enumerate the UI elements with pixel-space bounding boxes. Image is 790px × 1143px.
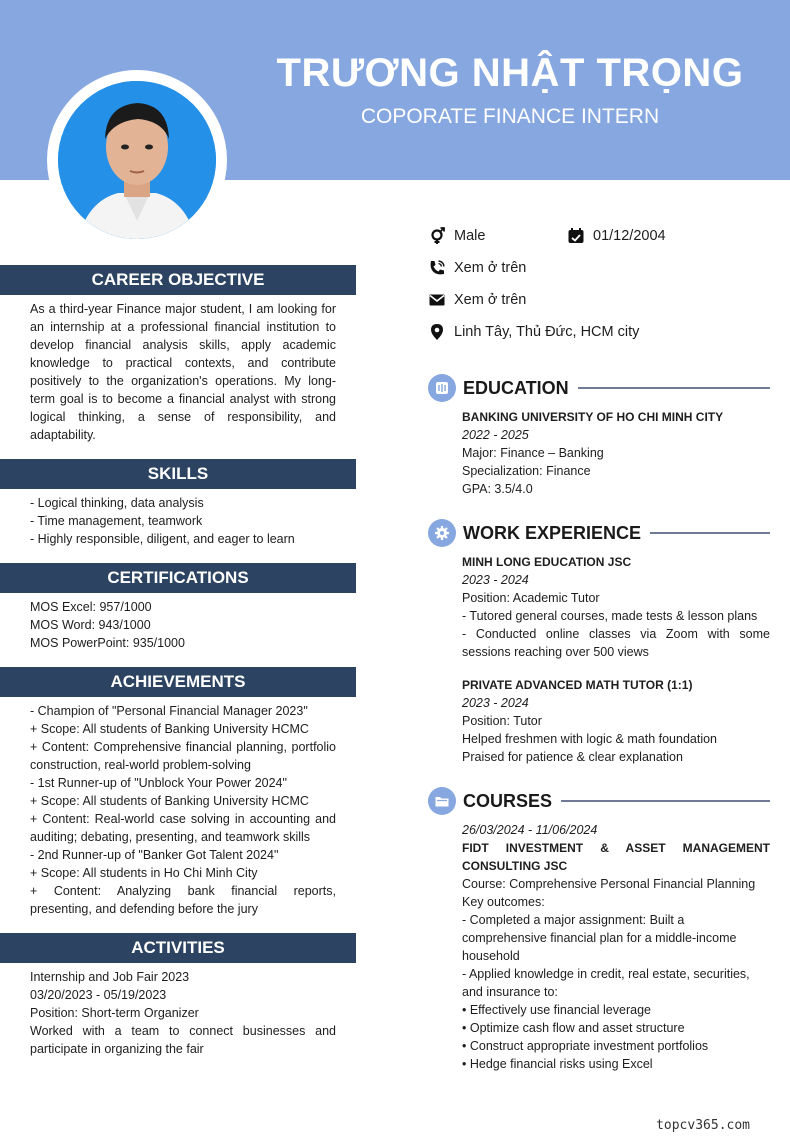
career-objective-heading: CAREER OBJECTIVE: [0, 265, 356, 295]
education-school: BANKING UNIVERSITY OF HO CHI MINH CITY: [462, 410, 724, 424]
job-line: Position: Tutor: [462, 714, 542, 728]
gender-icon: [428, 227, 446, 245]
certification-item: MOS Word: 943/1000: [30, 618, 151, 632]
book-icon: [434, 380, 450, 396]
education-line: GPA: 3.5/4.0: [462, 482, 533, 496]
activity-line: 03/20/2023 - 05/19/2023: [30, 988, 167, 1002]
courses-rule: [561, 800, 770, 802]
activities-heading: ACTIVITIES: [0, 933, 356, 963]
career-objective-text: As a third-year Finance major student, I am looking for an internship at a professional financial institution to develop financial analysis skills, apply academic knowledge to practical contexts, and contribute positively to the organization's operations. My long-term goal is to become a financial analyst with strong logical thinking, a sense of responsibility, and adaptability.: [30, 302, 336, 442]
education-line: Specialization: Finance: [462, 464, 591, 478]
activities-list: [30, 968, 336, 1058]
skill-item: - Highly responsible, diligent, and eager to learn: [30, 532, 295, 546]
course-line: Key outcomes:: [462, 895, 545, 909]
work-experience-heading-row: [428, 518, 770, 548]
calendar-icon: [567, 227, 585, 245]
skill-item: - Time management, teamwork: [30, 514, 203, 528]
achievements-heading: ACHIEVEMENTS: [0, 667, 356, 697]
achievement-line: + Content: Real-world case solving in accounting and auditing; debating, presenting, and teamwork skills: [30, 812, 336, 844]
education-block: [462, 408, 770, 498]
phone-row: [428, 258, 526, 278]
achievement-line: - 1st Runner-up of "Unblock Your Power 2024": [30, 776, 287, 790]
certification-item: MOS PowerPoint: 935/1000: [30, 636, 185, 650]
course-line: - Completed a major assignment: Built a comprehensive financial plan for a middle-income household: [462, 913, 737, 963]
email-value: Xem ở trên: [454, 292, 527, 308]
work-icon-badge: [428, 519, 456, 547]
course-line: • Construct appropriate investment portfolios: [462, 1039, 709, 1053]
education-rule: [578, 387, 770, 389]
activity-line: Worked with a team to connect businesses and participate in organizing the fair: [30, 1024, 336, 1056]
email-row: [428, 290, 526, 310]
gear-icon: [434, 525, 450, 541]
folder-icon: [434, 793, 450, 809]
certifications-heading: CERTIFICATIONS: [0, 563, 356, 593]
address-row: [428, 322, 639, 342]
achievement-line: + Content: Comprehensive financial planning, portfolio construction, real-world problem-solving: [30, 740, 336, 772]
address-value: Linh Tây, Thủ Đức, HCM city: [454, 324, 640, 340]
job-line: - Conducted online classes via Zoom with some sessions reaching over 500 views: [462, 627, 770, 659]
skills-heading: SKILLS: [0, 459, 356, 489]
education-heading-row: [428, 373, 770, 403]
job-line: Helped freshmen with logic & math foundation: [462, 732, 718, 746]
certification-item: MOS Excel: 957/1000: [30, 600, 152, 614]
education-period: 2022 - 2025: [462, 428, 529, 442]
achievement-line: + Scope: All students of Banking University HCMC: [30, 794, 309, 808]
activity-line: Internship and Job Fair 2023: [30, 970, 190, 984]
gender-value: Male: [454, 228, 486, 244]
dob-row: [567, 226, 666, 246]
achievement-line: + Content: Analyzing bank financial reports, presenting, and defending before the jury: [30, 884, 336, 916]
achievement-line: + Scope: All students of Banking University HCMC: [30, 722, 309, 736]
skill-item: - Logical thinking, data analysis: [30, 496, 204, 510]
skills-list: [30, 494, 336, 548]
portrait-photo: [58, 81, 216, 239]
job-entry: [462, 553, 770, 661]
phone-icon: [428, 259, 446, 277]
course-line: • Hedge financial risks using Excel: [462, 1057, 653, 1071]
achievements-list: [30, 702, 336, 918]
course-period: 26/03/2024 - 11/06/2024: [462, 823, 598, 837]
achievement-line: + Scope: All students in Ho Chi Minh City: [30, 866, 258, 880]
work-experience-heading: WORK EXPERIENCE: [463, 522, 642, 543]
job-line: Position: Academic Tutor: [462, 591, 600, 605]
candidate-position: COPORATE FINANCE INTERN: [360, 105, 660, 128]
courses-heading-row: [428, 786, 770, 816]
dob-value: 01/12/2004: [593, 228, 666, 244]
job-company: PRIVATE ADVANCED MATH TUTOR (1:1): [462, 678, 693, 692]
course-line: - Applied knowledge in credit, real estate, securities, and insurance to:: [462, 967, 750, 999]
candidate-name: TRƯƠNG NHẬT TRỌNG: [276, 51, 744, 95]
envelope-icon: [428, 291, 446, 309]
job-entry: [462, 676, 770, 766]
gender-row: [428, 226, 485, 246]
courses-icon-badge: [428, 787, 456, 815]
phone-value: Xem ở trên: [454, 260, 527, 276]
job-period: 2023 - 2024: [462, 573, 529, 587]
map-pin-icon: [428, 323, 446, 341]
activity-line: Position: Short-term Organizer: [30, 1006, 199, 1020]
job-line: - Tutored general courses, made tests & lesson plans: [462, 609, 758, 623]
achievement-line: - Champion of "Personal Financial Manager 2023": [30, 704, 308, 718]
job-period: 2023 - 2024: [462, 696, 529, 710]
work-experience-rule: [650, 532, 770, 534]
course-provider: FIDT INVESTMENT & ASSET MANAGEMENT CONSULTING JSC: [462, 841, 770, 873]
job-company: MINH LONG EDUCATION JSC: [462, 555, 632, 569]
job-line: Praised for patience & clear explanation: [462, 750, 683, 764]
course-line: • Effectively use financial leverage: [462, 1003, 651, 1017]
course-line: Course: Comprehensive Personal Financial Planning: [462, 877, 756, 891]
achievement-line: - 2nd Runner-up of "Banker Got Talent 2024": [30, 848, 279, 862]
education-heading: EDUCATION: [463, 377, 569, 398]
education-line: Major: Finance – Banking: [462, 446, 604, 460]
certifications-list: [30, 598, 336, 652]
watermark: topcv365.com: [656, 1118, 750, 1133]
courses-heading: COURSES: [463, 790, 553, 811]
avatar: [58, 81, 216, 239]
course-line: • Optimize cash flow and asset structure: [462, 1021, 685, 1035]
education-icon-badge: [428, 374, 456, 402]
course-entry: [462, 821, 770, 1073]
